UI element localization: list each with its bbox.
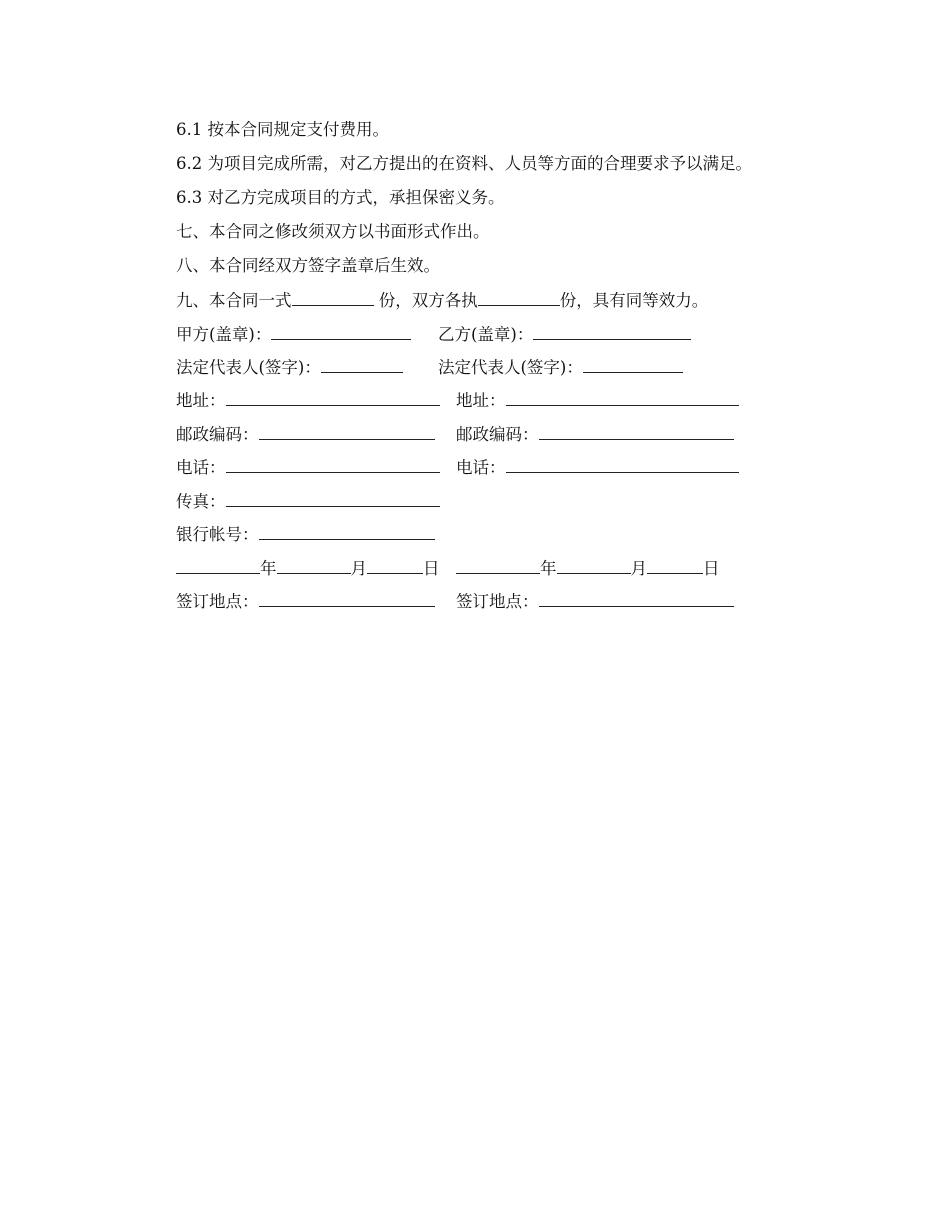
- date-b-day-label: 日: [703, 559, 720, 578]
- date-row: [176, 556, 720, 580]
- date-b-month-blank[interactable]: [557, 556, 631, 574]
- address-b-blank[interactable]: [506, 388, 739, 406]
- phone-row: [176, 455, 506, 479]
- place-b: [456, 589, 734, 614]
- clause-6-3: 6.3 对乙方完成项目的方式，承担保密义务。: [176, 188, 505, 207]
- phone-b-blank[interactable]: [506, 455, 739, 473]
- address-row: [176, 388, 506, 412]
- date-a-year-blank[interactable]: [176, 556, 260, 574]
- legal-rep-a-label: 法定代表人(签字)：: [176, 358, 321, 377]
- legal-rep-b-blank[interactable]: [583, 355, 683, 373]
- clause-7: 七、本合同之修改须双方以书面形式作出。: [176, 222, 490, 241]
- clause-6-2: 6.2 为项目完成所需，对乙方提出的在资料、人员等方面的合理要求予以满足。: [176, 154, 752, 173]
- copies-total-blank[interactable]: [292, 288, 374, 306]
- clause-9: [176, 288, 708, 312]
- seal-row: [176, 322, 534, 346]
- party-a-seal-label: 甲方(盖章)：: [176, 325, 272, 344]
- legal-rep-b-label: 法定代表人(签字)：: [438, 358, 583, 377]
- phone-b: [456, 455, 739, 480]
- party-b-seal-blank[interactable]: [533, 322, 691, 340]
- place-a-label: 签订地点：: [176, 592, 259, 611]
- party-b-seal: [438, 322, 691, 347]
- place-b-blank[interactable]: [539, 589, 734, 607]
- place-a-blank[interactable]: [259, 589, 435, 607]
- postcode-a-blank[interactable]: [259, 422, 435, 440]
- date-a-year-label: 年: [260, 559, 277, 578]
- date-a-month-blank[interactable]: [277, 556, 351, 574]
- signing-place-row: [176, 589, 539, 613]
- date-a-month-label: 月: [350, 559, 367, 578]
- bank-account-blank[interactable]: [259, 522, 435, 540]
- date-a-day-label: 日: [423, 559, 440, 578]
- date-b-month-label: 月: [630, 559, 647, 578]
- clause-6-1: 6.1 按本合同规定支付费用。: [176, 120, 389, 139]
- phone-a-label: 电话：: [176, 458, 226, 477]
- phone-b-label: 电话：: [456, 458, 506, 477]
- bank-account-label: 银行帐号：: [176, 525, 259, 544]
- date-b: [456, 556, 720, 581]
- party-a-seal-blank[interactable]: [271, 322, 411, 340]
- fax-row: [176, 489, 440, 513]
- legal-rep-b: [438, 355, 683, 380]
- fax-blank[interactable]: [226, 489, 440, 507]
- party-b-seal-label: 乙方(盖章)：: [438, 325, 534, 344]
- date-a-day-blank[interactable]: [367, 556, 423, 574]
- place-b-label: 签订地点：: [456, 592, 539, 611]
- postcode-b-label: 邮政编码：: [456, 425, 539, 444]
- date-b-year-blank[interactable]: [456, 556, 540, 574]
- date-b-year-label: 年: [540, 559, 557, 578]
- address-a-label: 地址：: [176, 391, 226, 410]
- bank-account-row: [176, 522, 435, 546]
- postcode-row: [176, 422, 539, 446]
- fax-label: 传真：: [176, 492, 226, 511]
- address-b: [456, 388, 739, 413]
- legal-rep-row: [176, 355, 583, 379]
- clause-9-middle: 份，双方各执: [373, 291, 478, 310]
- copies-each-blank[interactable]: [478, 288, 560, 306]
- postcode-a-label: 邮政编码：: [176, 425, 259, 444]
- clause-8: 八、本合同经双方签字盖章后生效。: [176, 256, 440, 275]
- legal-rep-a-blank[interactable]: [321, 355, 403, 373]
- postcode-b-blank[interactable]: [539, 422, 734, 440]
- address-b-label: 地址：: [456, 391, 506, 410]
- phone-a-blank[interactable]: [226, 455, 440, 473]
- address-a-blank[interactable]: [226, 388, 440, 406]
- clause-9-prefix: 九、本合同一式: [176, 291, 292, 310]
- postcode-b: [456, 422, 734, 447]
- date-b-day-blank[interactable]: [647, 556, 703, 574]
- clause-9-suffix: 份，具有同等效力。: [559, 291, 709, 310]
